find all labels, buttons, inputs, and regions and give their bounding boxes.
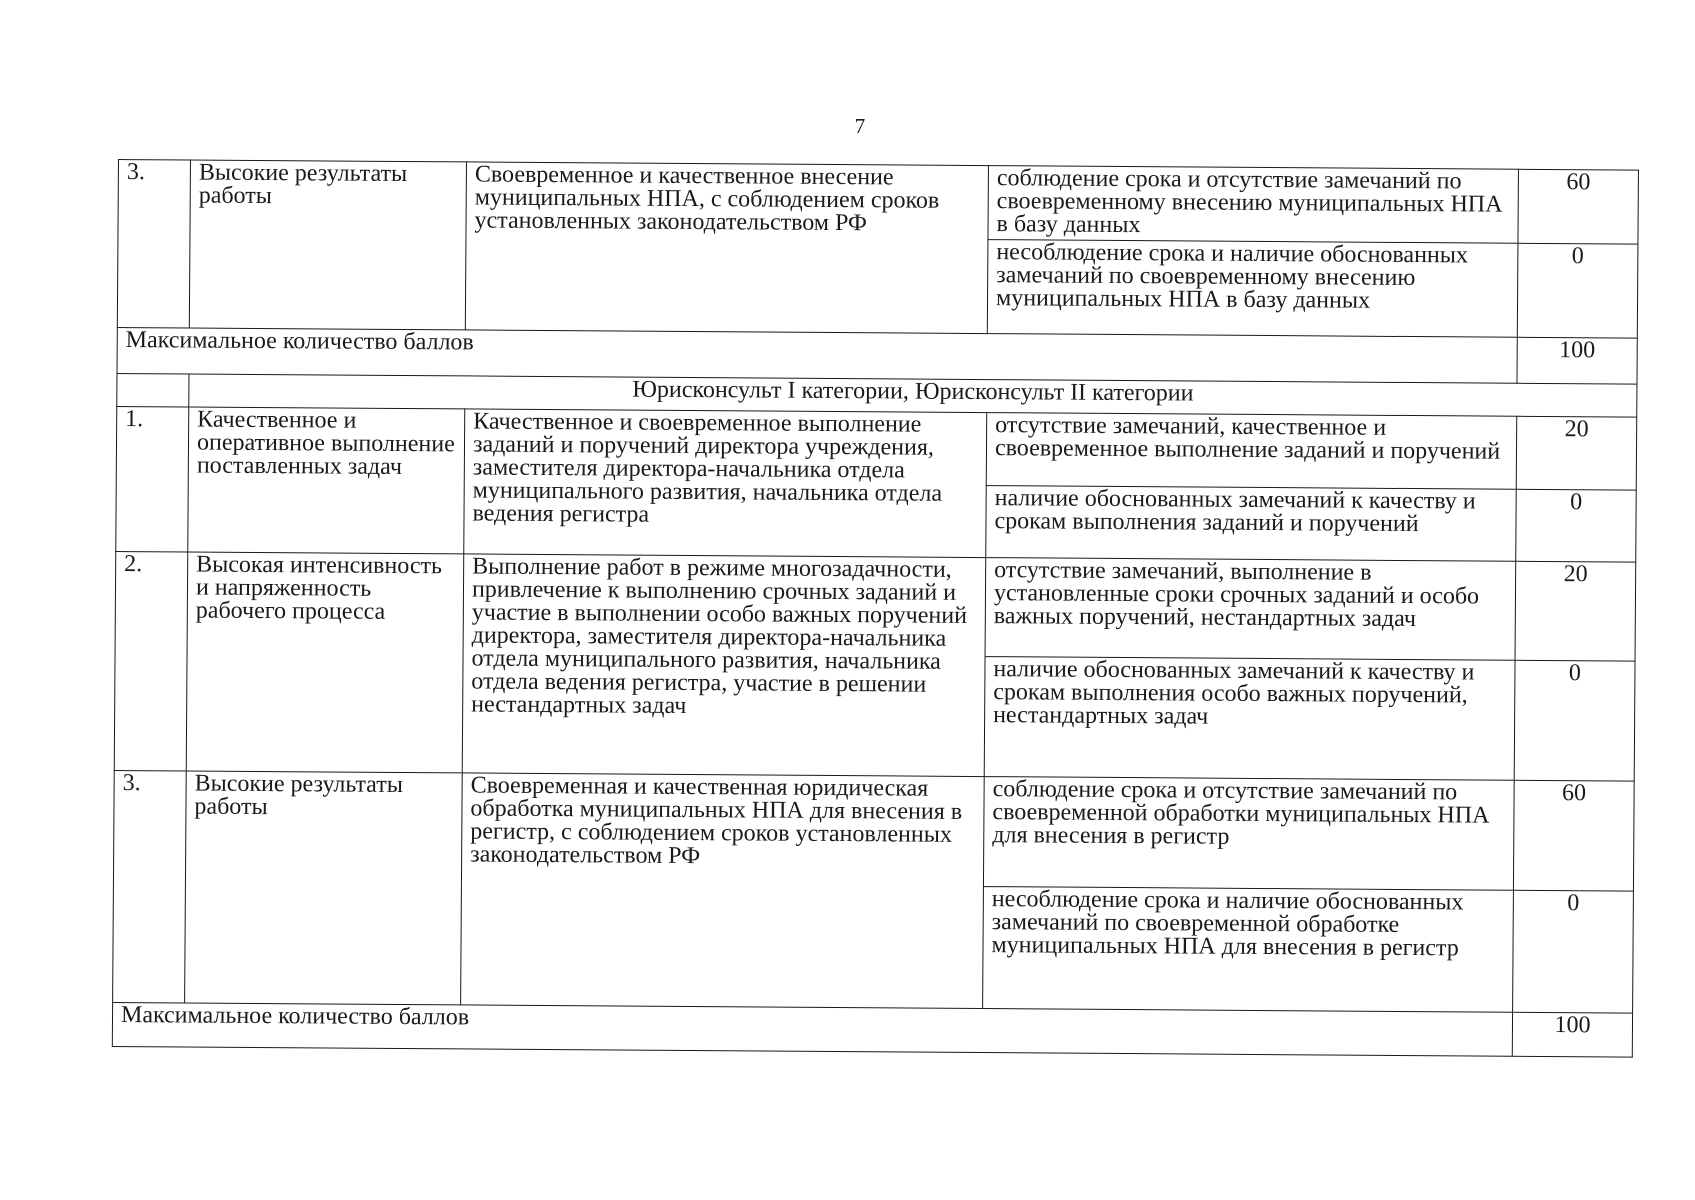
criteria-table	[112, 159, 1639, 1058]
criterion-cell: наличие обоснованных замечаний к качеству и срокам выполнения особо важных поручений, нестандартных задач	[984, 657, 1515, 781]
score-cell: 0	[1517, 243, 1638, 338]
table-row	[116, 406, 1636, 490]
table-row	[118, 160, 1638, 245]
table-row	[115, 551, 1636, 661]
criterion-cell: несоблюдение срока и наличие обоснованных замечаний по своевременному внесению муниципальных НПА в базу данных	[987, 240, 1518, 338]
criterion-cell: соблюдение срока и отсутствие замечаний по своевременному внесению муниципальных НПА в базу данных	[988, 166, 1519, 244]
row-number: 1.	[116, 406, 189, 551]
row-number: 3.	[117, 160, 190, 328]
indicator-cell: Высокая интенсивность и напряженность рабочего процесса	[186, 552, 464, 773]
description-cell: Своевременное и качественное внесение муниципальных НПА, с соблюдением сроков установленных законодательством РФ	[465, 162, 988, 334]
criterion-cell: отсутствие замечаний, качественное и своевременное выполнение заданий и поручений	[986, 413, 1516, 490]
indicator-cell: Высокие результаты работы	[185, 771, 463, 1005]
score-cell: 0	[1514, 660, 1635, 781]
page-number: 7	[854, 114, 866, 138]
indicator-cell: Высокие результаты работы	[189, 160, 466, 330]
criterion-cell: несоблюдение срока и наличие обоснованных замечаний по своевременной обработке муниципальных НПА для внесения в регистр	[983, 887, 1514, 1013]
score-cell: 0	[1513, 890, 1634, 1013]
score-cell: 20	[1515, 561, 1636, 661]
criterion-cell: соблюдение срока и отсутствие замечаний по своевременной обработки муниципальных НПА для внесения в регистр	[983, 777, 1514, 891]
description-cell: Своевременная и качественная юридическая обработка муниципальных НПА для внесения в регистр, с соблюдением сроков установленных законодательством РФ	[461, 773, 985, 1009]
description-cell: Качественное и своевременное выполнение заданий и поручений директора учреждения, заместителя директора-начальника отдела муниципального развития, начальника отдела ведения регистра	[464, 409, 987, 558]
total-label: Максимальное количество баллов	[112, 1002, 1512, 1056]
table-row	[113, 770, 1634, 891]
criterion-cell: отсутствие замечаний, выполнение в установленные сроки срочных заданий и особо важных поручений, нестандартных задач	[985, 558, 1516, 661]
total-row	[112, 1002, 1632, 1057]
total-score: 100	[1517, 337, 1637, 384]
row-number: 2.	[114, 551, 188, 770]
score-cell: 20	[1516, 416, 1637, 490]
score-cell: 60	[1518, 169, 1639, 244]
indicator-cell: Качественное и оперативное выполнение поставленных задач	[188, 407, 465, 554]
description-cell: Выполнение работ в режиме многозадачности, привлечение к выполнению срочных заданий и участие в выполнении особо важных поручений директора, заместителя директора-начальника отдела муниципального развития, начальника отдела ведения регистра, участие в решении нестандартных задач	[462, 554, 986, 777]
total-label: Максимальное количество баллов	[117, 327, 1517, 383]
criterion-cell: наличие обоснованных замечаний к качеству и срокам выполнения заданий и поручений	[986, 486, 1516, 562]
section-title: Юрисконсульт I категории, Юрисконсульт II категории	[189, 374, 1637, 417]
score-cell: 60	[1513, 780, 1634, 891]
total-score: 100	[1512, 1012, 1632, 1057]
row-number: 3.	[113, 770, 187, 1002]
empty-cell	[117, 373, 189, 407]
score-cell: 0	[1516, 489, 1636, 562]
